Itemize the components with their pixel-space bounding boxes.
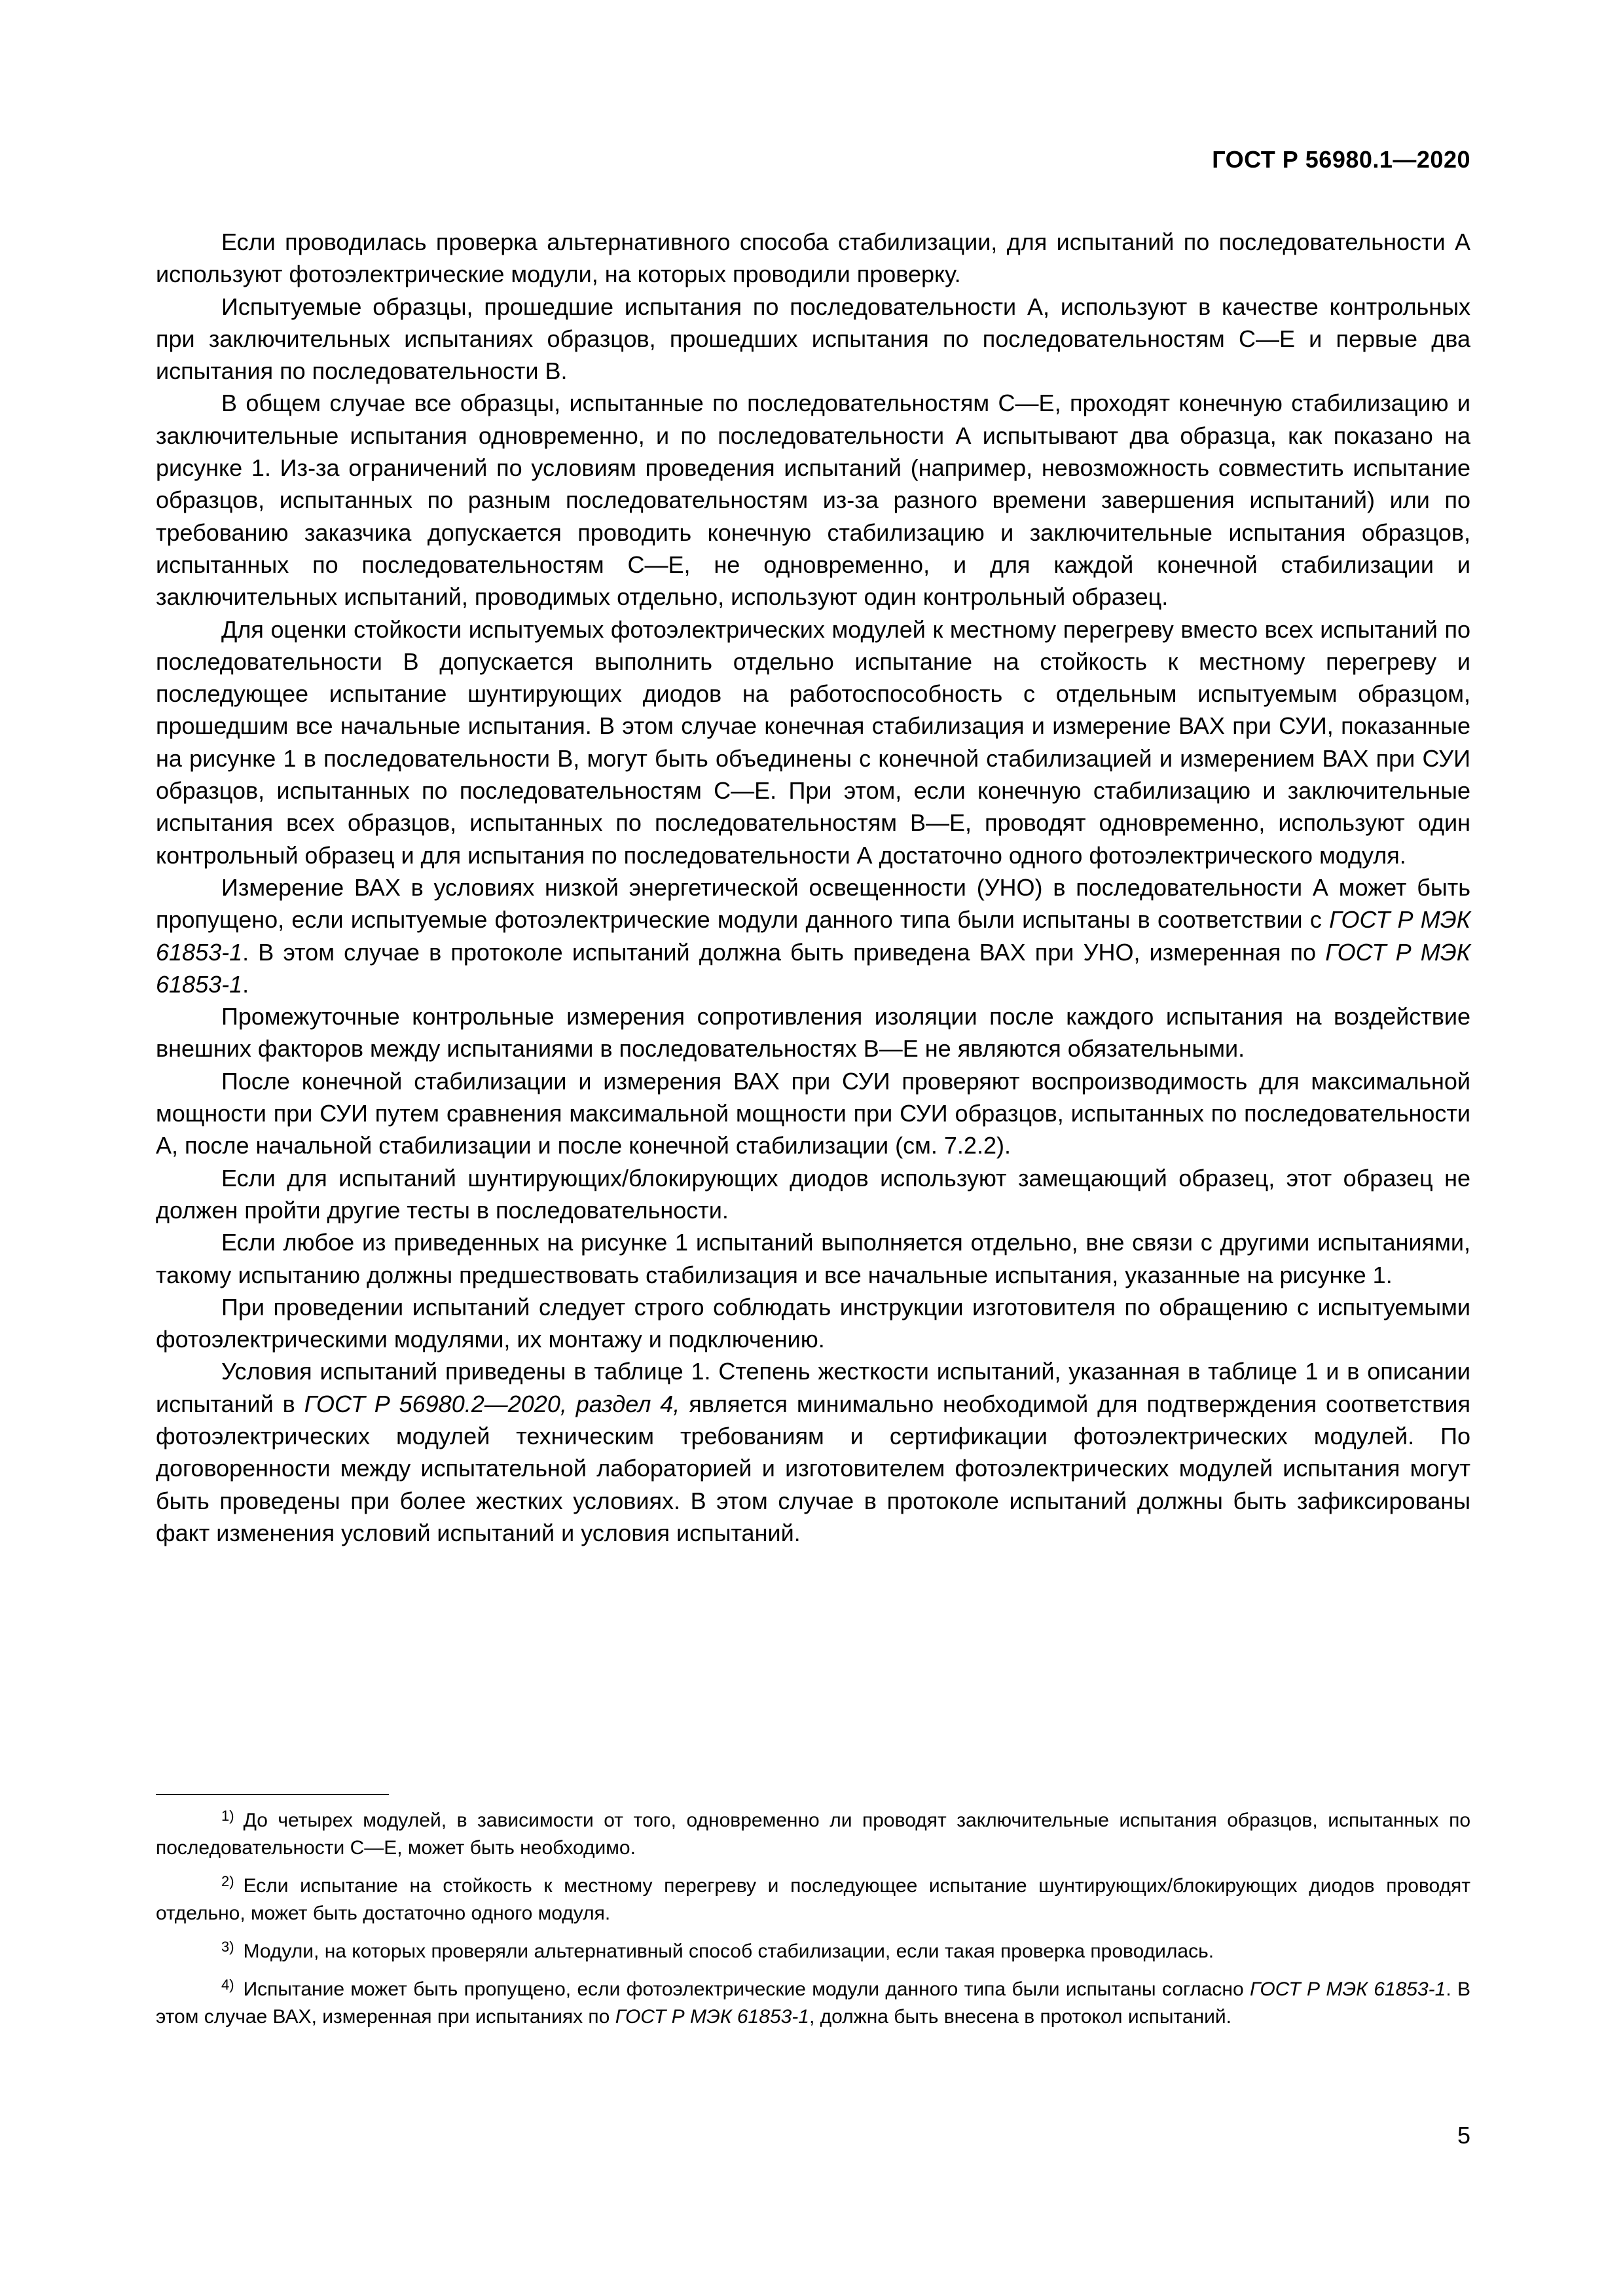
footnote-separator [156, 1794, 389, 1795]
footnote [156, 1807, 1470, 1862]
footnote-mark: 4) [221, 1977, 234, 1993]
paragraph: В общем случае все образцы, испытанные по последовательностям С—Е, проходят конечную стабилизацию и заключительные испытания одновременно, и по последовательности А испытывают два образца, как показано на рисунке 1. Из-за ограничений по условиям проведения испытаний (например, невозможность совместить испытание образцов, испытанных по разным последовательностям из-за разного времени завершения испытаний) или по требованию заказчика допускается проводить конечную стабилизацию и заключительные испытания образцов, испытанных по последовательностям С—Е, не одновременно, и для каждой конечной стабилизации и заключительных испытаний, проводимых отдельно, используют один контрольный образец. [156, 390, 1470, 611]
document-code-header: ГОСТ Р 56980.1—2020 [1212, 146, 1470, 173]
footnote-text: Испытание может быть пропущено, если фотоэлектрические модули данного типа были испытаны согласно [243, 1978, 1250, 2000]
paragraph [156, 871, 1470, 1000]
paragraph-text: . В этом случае в протоколе испытаний должна быть приведена ВАХ при УНО, измеренная по [242, 938, 1326, 966]
standard-reference: ГОСТ Р МЭК 61853-1 [156, 906, 1470, 966]
footnote-text: Модули, на которых проверяли альтернативный способ стабилизации, если такая проверка проводилась. [243, 1941, 1214, 1962]
footnote-text: Если испытание на стойкость к местному перегреву и последующее испытание шунтирующих/блокирующих диодов проводят отдельно, может быть достаточно одного модуля. [156, 1875, 1470, 1924]
footnote-text: , должна быть внесена в протокол испытаний. [809, 2006, 1231, 2028]
paragraph: Если для испытаний шунтирующих/блокирующих диодов используют замещающий образец, этот образец не должен пройти другие тесты в последовательности. [156, 1164, 1470, 1224]
paragraph: Испытуемые образцы, прошедшие испытания по последовательности А, используют в качестве контрольных при заключительных испытаниях образцов, прошедших испытания по последовательностям С—Е и первые два испытания по последовательности В. [156, 293, 1470, 385]
paragraph-text: Условия испытаний приведены в таблице 1. Степень жесткости испытаний, указанная в таблице 1 и в описании испытаний в [156, 1358, 1470, 1417]
standard-reference: ГОСТ Р 56980.2—2020, раздел 4, [304, 1390, 680, 1417]
paragraph [156, 1355, 1470, 1549]
footnote-mark: 1) [221, 1808, 234, 1824]
footnote-mark: 3) [221, 1939, 234, 1955]
footnote-text: До четырех модулей, в зависимости от того, одновременно ли проводят заключительные испытания образцов, испытанных по последовательности С—Е, может быть необходимо. [156, 1810, 1470, 1859]
paragraph-text: является минимально необходимой для подтверждения соответствия фотоэлектрических модулей техническим требованиям и сертификации фотоэлектрических модулей. По договоренности между испытательной лабораторией и изготовителем фотоэлектрических модулей испытания могут быть проведены при более жестких условиях. В этом случае в протоколе испытаний должны быть зафиксированы факт изменения условий испытаний и условия испытаний. [156, 1390, 1470, 1546]
page-number: 5 [1457, 2122, 1470, 2149]
paragraph-text: Измерение ВАХ в условиях низкой энергетической освещенности (УНО) в последовательности А может быть пропущено, если испытуемые фотоэлектрические модули данного типа были испытаны в соответствии с [156, 873, 1470, 934]
paragraph: Для оценки стойкости испытуемых фотоэлектрических модулей к местному перегреву вместо всех испытаний по последовательности В допускается выполнить отдельно испытание на стойкость к местному перегреву и последующее испытание шунтирующих диодов на работоспособность с отдельным испытуемым образцом, прошедшим все начальные испытания. В этом случае конечная стабилизация и измерение ВАХ при СУИ, показанные на рисунке 1 в последовательности В, могут быть объединены с конечной стабилизацией и измерением ВАХ при СУИ образцов, испытанных по последовательностям С—Е. При этом, если конечную стабилизацию и заключительные испытания всех образцов, испытанных по последовательностям В—Е, проводят одновременно, используют один контрольный образец и для испытания по последовательности А достаточно одного фотоэлектрического модуля. [156, 615, 1470, 869]
paragraph: Промежуточные контрольные измерения сопротивления изоляции после каждого испытания на воздействие внешних факторов между испытаниями в последовательностях В—Е не являются обязательными. [156, 1003, 1470, 1063]
paragraph: Если любое из приведенных на рисунке 1 испытаний выполняется отдельно, вне связи с другими испытаниями, такому испытанию должны предшествовать стабилизация и все начальные испытания, указанные на рисунке 1. [156, 1229, 1470, 1288]
footnote [156, 1938, 1470, 1965]
paragraph: При проведении испытаний следует строго соблюдать инструкции изготовителя по обращению с испытуемыми фотоэлектрическими модулями, их монтажу и подключению. [156, 1293, 1470, 1353]
standard-reference: ГОСТ Р МЭК 61853-1 [1250, 1978, 1446, 2000]
footnote [156, 1976, 1470, 2031]
paragraph: После конечной стабилизации и измерения ВАХ при СУИ проверяют воспроизводимость для максимальной мощности при СУИ путем сравнения максимальной мощности при СУИ образцов, испытанных по последовательности А, после начальной стабилизации и после конечной стабилизации (см. 7.2.2). [156, 1067, 1470, 1159]
footnote-mark: 2) [221, 1873, 234, 1889]
standard-reference: ГОСТ Р МЭК 61853-1 [615, 2006, 809, 2028]
paragraph: Если проводилась проверка альтернативного способа стабилизации, для испытаний по последовательности А используют фотоэлектрические модули, на которых проводили проверку. [156, 228, 1470, 288]
footnote-text: . В этом случае ВАХ, измеренная при испытаниях по [156, 1978, 1471, 2028]
standard-reference: ГОСТ Р МЭК 61853-1 [156, 938, 1470, 998]
footnotes [156, 1807, 1470, 2041]
footnote [156, 1872, 1470, 1927]
main-text-body [156, 226, 1470, 1549]
paragraph-text: . [242, 970, 249, 998]
